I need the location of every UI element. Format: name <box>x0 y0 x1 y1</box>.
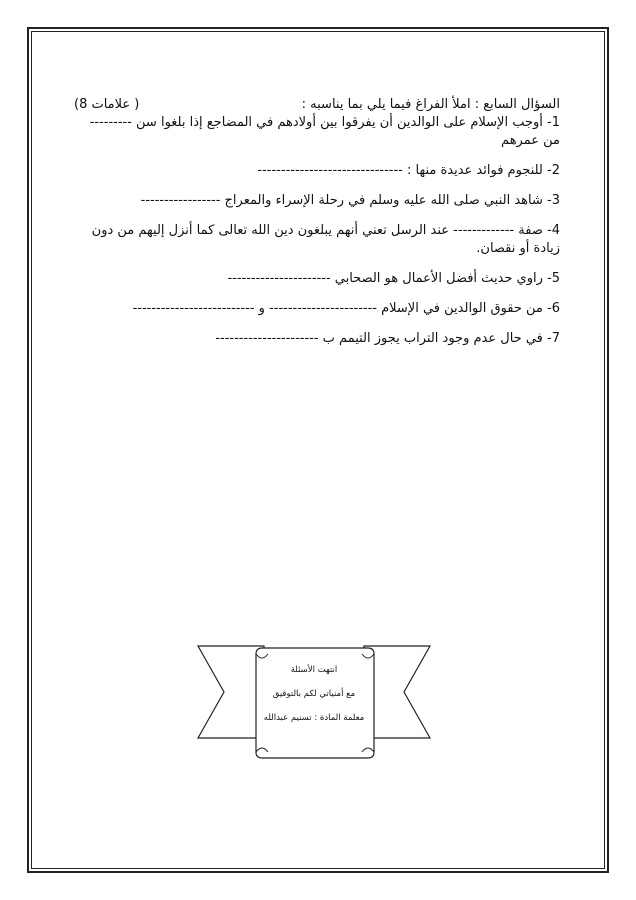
question-item-2: 2- للنجوم فوائد عديدة منها : ------------------------------- <box>257 163 560 178</box>
closing-scroll-banner <box>196 640 432 766</box>
closing-text <box>258 664 370 736</box>
question-section <box>74 96 560 348</box>
question-item-5: 5- راوي حديث أفضل الأعمال هو الصحابي ---------------------- <box>227 271 560 286</box>
question-marks: (8 علامات ) <box>74 97 140 112</box>
question-item-4: 4- صفة ------------- عند الرسل تعني أنهم يبلغون دين الله تعالى كما أنزل إليهم من دون زيادة أو نقصان. <box>91 223 560 256</box>
closing-line-wishes: مع أمنياتي لكم بالتوفيق <box>272 689 356 699</box>
question-item-3: 3- شاهد النبي صلى الله عليه وسلم في رحلة الإسراء والمعراج ----------------- <box>140 193 560 208</box>
closing-line-teacher: معلمة المادة : تسنيم عبدالله <box>263 713 365 723</box>
question-item-6: 6- من حقوق الوالدين في الإسلام ----------------------- و -------------------------- <box>132 301 560 316</box>
closing-line-end: انتهت الأسئلة <box>290 665 338 675</box>
question-title: السؤال السابع : املأ الفراغ فيما يلي بما يناسبه : <box>301 97 560 112</box>
question-item-7: 7- في حال عدم وجود التراب يجوز التيمم ب ---------------------- <box>215 331 560 346</box>
question-item-1: 1- أوجب الإسلام على الوالدين أن يفرقوا بين أولادهم في المضاجع إذا بلغوا سن --------- من عمرهم <box>89 115 560 148</box>
question-header <box>74 96 560 114</box>
